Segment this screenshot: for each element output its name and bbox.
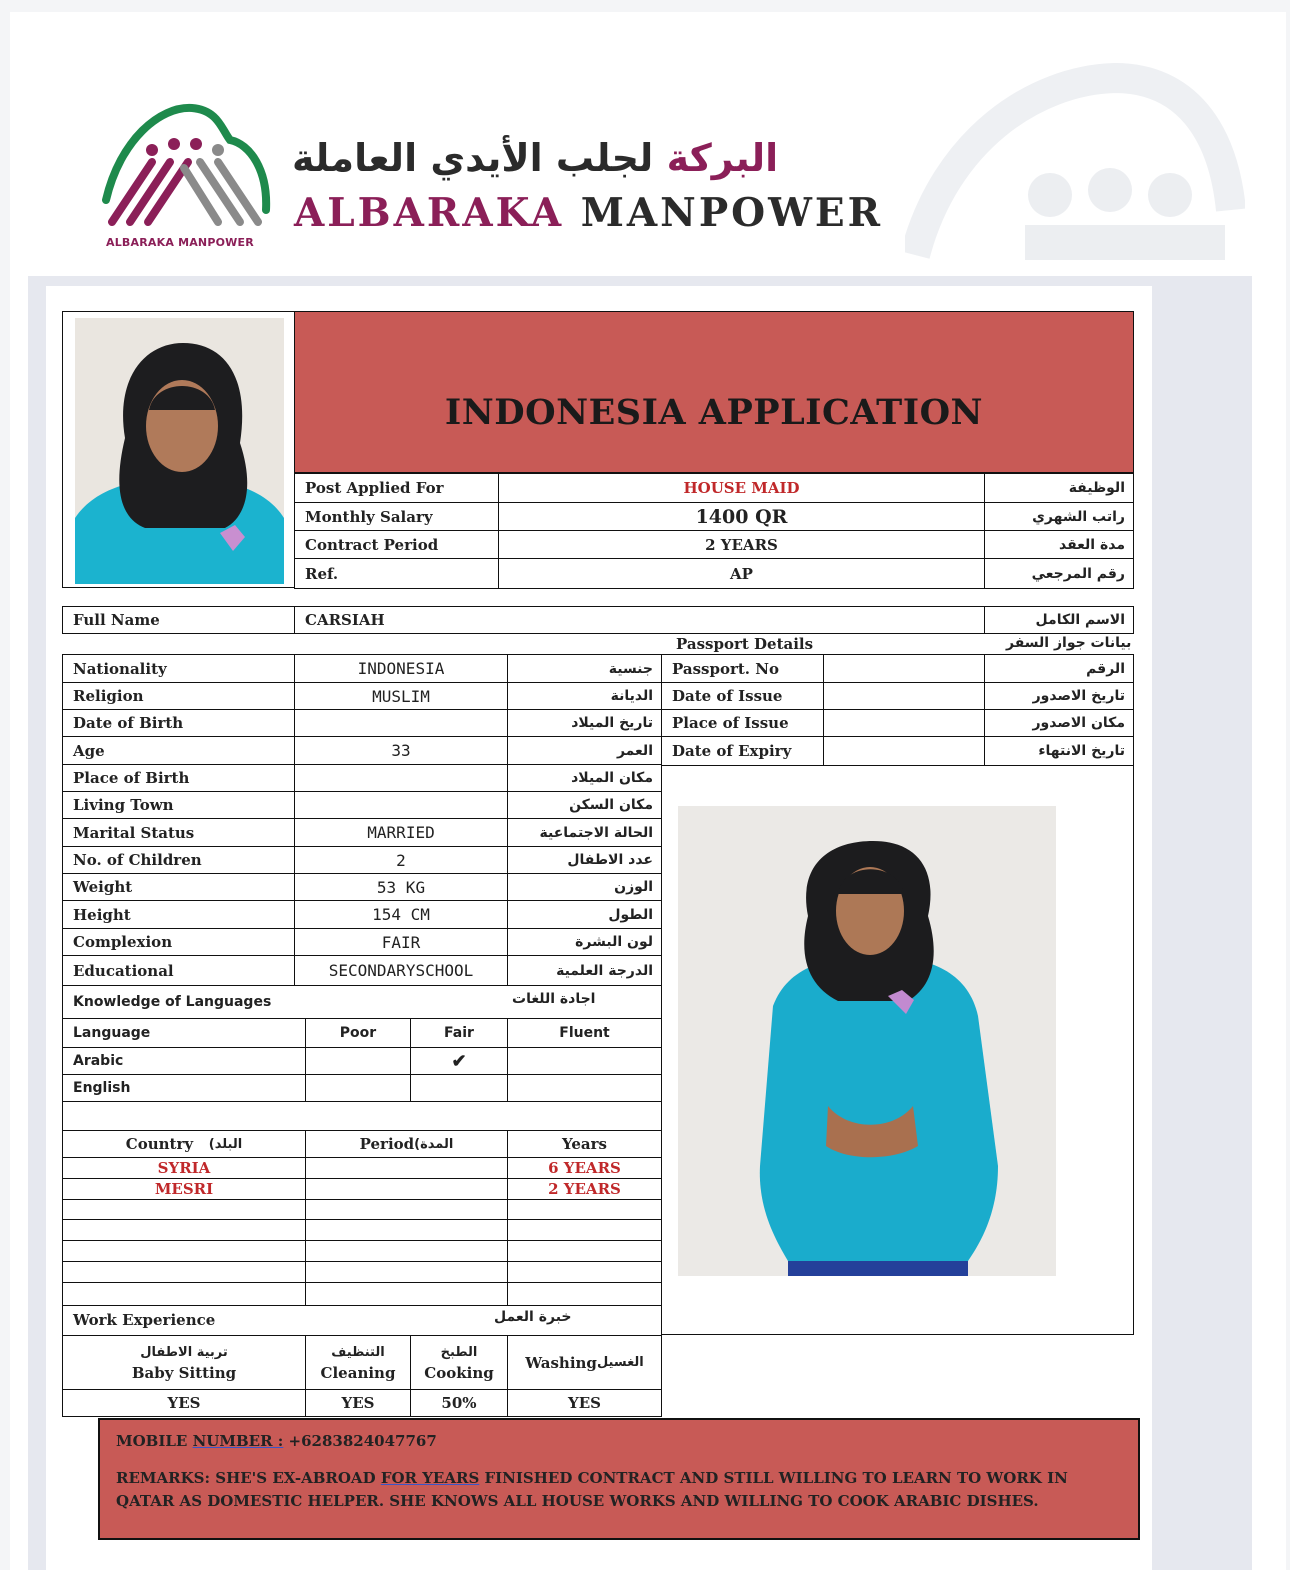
personal-value [294, 709, 508, 737]
skill-header [410, 1335, 508, 1390]
experience-years [507, 1219, 662, 1241]
passport-value [823, 654, 985, 683]
personal-arabic-label: الطول [507, 900, 662, 929]
country-arabic-label: (البلد [208, 1136, 243, 1152]
personal-value: 33 [294, 736, 508, 765]
language-column-header: Language [62, 1018, 306, 1048]
passport-label: Passport. No [661, 654, 824, 683]
candidate-full-body-photo [678, 806, 1056, 1276]
post-arabic-label: مدة العقد [984, 530, 1134, 559]
language-poor [305, 1047, 411, 1075]
mobile-number-line [116, 1430, 1122, 1453]
period-label: Period [359, 1135, 415, 1153]
personal-label: Living Town [62, 791, 295, 819]
language-fair: ✔ [410, 1047, 508, 1075]
experience-years [507, 1240, 662, 1262]
skill-header [305, 1335, 411, 1390]
passport-arabic-label: تاريخ الانتهاء [984, 736, 1134, 766]
remarks-box [98, 1418, 1140, 1540]
experience-country [62, 1282, 306, 1306]
form-title-banner [294, 311, 1134, 473]
language-name: Arabic [62, 1047, 306, 1075]
post-arabic-label: الوظيفة [984, 473, 1134, 503]
personal-value: MARRIED [294, 818, 508, 847]
post-arabic-label: راتب الشهري [984, 502, 1134, 531]
personal-label: Height [62, 900, 295, 929]
remarks-underlined: FOR YEARS [380, 1469, 480, 1487]
country-label: Country [125, 1135, 194, 1153]
form-title: INDONESIA APPLICATION [444, 391, 984, 433]
skill-value: YES [305, 1389, 411, 1417]
post-label: Contract Period [294, 530, 499, 559]
passport-label: Place of Issue [661, 709, 824, 737]
personal-arabic-label: لون البشرة [507, 928, 662, 956]
experience-years [507, 1261, 662, 1283]
experience-period [305, 1157, 508, 1179]
work-experience-heading: Work Experience [73, 1311, 216, 1329]
remarks-text [116, 1467, 1122, 1513]
personal-value [294, 764, 508, 792]
passport-details-arabic-heading: بيانات جواز السفر [1006, 635, 1132, 651]
experience-period [305, 1199, 508, 1220]
mobile-prefix: MOBILE [116, 1432, 193, 1450]
mobile-number: +6283824047767 [283, 1432, 437, 1450]
arabic-name-part2: لجلب الأيدي العاملة [292, 136, 654, 180]
personal-value: 154 CM [294, 900, 508, 929]
watermark-logo-icon [905, 60, 1245, 260]
experience-years [507, 1282, 662, 1306]
personal-value: SECONDARYSCHOOL [294, 955, 508, 986]
personal-label: Place of Birth [62, 764, 295, 792]
post-value: HOUSE MAID [498, 473, 985, 503]
experience-period [305, 1219, 508, 1241]
skill-header [507, 1335, 662, 1390]
language-column-header: Fluent [507, 1018, 662, 1048]
languages-heading: Knowledge of Languages [73, 994, 272, 1010]
personal-label: Educational [62, 955, 295, 986]
experience-period [305, 1261, 508, 1283]
personal-arabic-label: مكان السكن [507, 791, 662, 819]
personal-arabic-label: الديانة [507, 682, 662, 710]
period-arabic-label: (المدة [414, 1136, 454, 1152]
personal-value: INDONESIA [294, 654, 508, 683]
language-fair [410, 1074, 508, 1102]
passport-value [823, 709, 985, 737]
skill-english: Washing [525, 1353, 597, 1372]
personal-arabic-label: تاريخ الميلاد [507, 709, 662, 737]
personal-label: Age [62, 736, 295, 765]
personal-label: Marital Status [62, 818, 295, 847]
personal-value: MUSLIM [294, 682, 508, 710]
work-experience-arabic-heading: خبرة العمل [494, 1309, 572, 1325]
personal-label: Religion [62, 682, 295, 710]
passport-details-heading: Passport Details [676, 635, 814, 653]
skill-header [62, 1335, 306, 1390]
skill-value: YES [62, 1389, 306, 1417]
experience-country-header [62, 1130, 306, 1158]
skill-value: 50% [410, 1389, 508, 1417]
arabic-name-part1: البركة [666, 136, 779, 180]
blank-row [62, 1101, 662, 1131]
post-value: AP [498, 558, 985, 589]
brand-part1: ALBARAKA [294, 190, 565, 236]
post-label: Monthly Salary [294, 502, 499, 531]
post-value: 2 YEARS [498, 530, 985, 559]
skill-arabic: الطبخ [440, 1344, 478, 1360]
passport-arabic-label: الرقم [984, 654, 1134, 683]
experience-period [305, 1240, 508, 1262]
personal-arabic-label: الدرجة العلمية [507, 955, 662, 986]
experience-country: SYRIA [62, 1157, 306, 1179]
albaraka-logo-icon [100, 100, 272, 240]
experience-country [62, 1219, 306, 1241]
logo-caption: ALBARAKA MANPOWER [106, 236, 254, 249]
passport-label: Date of Expiry [661, 736, 824, 766]
experience-period-header [305, 1130, 508, 1158]
personal-label: Date of Birth [62, 709, 295, 737]
personal-arabic-label: الوزن [507, 873, 662, 901]
language-fluent [507, 1074, 662, 1102]
languages-arabic-heading: اجادة اللغات [512, 991, 596, 1007]
language-fluent [507, 1047, 662, 1075]
personal-label: Nationality [62, 654, 295, 683]
arabic-company-name [292, 136, 892, 180]
personal-arabic-label: جنسية [507, 654, 662, 683]
personal-label: Complexion [62, 928, 295, 956]
personal-label: No. of Children [62, 846, 295, 874]
work-experience-heading-row [62, 1304, 662, 1336]
skill-english: Cooking [424, 1363, 494, 1382]
experience-period [305, 1282, 508, 1306]
experience-country [62, 1261, 306, 1283]
skill-value: YES [507, 1389, 662, 1417]
passport-arabic-label: تاريخ الاصدور [984, 682, 1134, 710]
experience-years-header: Years [507, 1130, 662, 1158]
skill-english: Baby Sitting [131, 1363, 237, 1382]
full-name-arabic-label: الاسم الكامل [984, 606, 1134, 634]
passport-arabic-label: مكان الاصدور [984, 709, 1134, 737]
experience-years: 6 YEARS [507, 1157, 662, 1179]
experience-country: MESRI [62, 1178, 306, 1200]
personal-arabic-label: العمر [507, 736, 662, 765]
skill-arabic: التنظيف [331, 1344, 385, 1360]
experience-country [62, 1240, 306, 1262]
candidate-portrait-photo [75, 318, 284, 584]
personal-arabic-label: عدد الاطفال [507, 846, 662, 874]
personal-arabic-label: مكان الميلاد [507, 764, 662, 792]
personal-arabic-label: الحالة الاجتماعية [507, 818, 662, 847]
passport-value [823, 682, 985, 710]
skill-arabic: الغسيل [596, 1354, 644, 1370]
language-name: English [62, 1074, 306, 1102]
skill-arabic: تربية الاطفال [140, 1344, 228, 1360]
company-brand [294, 190, 883, 236]
post-value: 1400 QR [498, 502, 985, 531]
skill-english: Cleaning [320, 1363, 396, 1382]
full-name-value: CARSIAH [294, 606, 985, 634]
passport-value [823, 736, 985, 766]
mobile-label: NUMBER : [192, 1432, 284, 1450]
brand-part2: MANPOWER [580, 190, 884, 236]
personal-value [294, 791, 508, 819]
remarks-part1: REMARKS: SHE'S EX-ABROAD [116, 1469, 381, 1487]
personal-value: 2 [294, 846, 508, 874]
language-column-header: Poor [305, 1018, 411, 1048]
personal-value: 53 KG [294, 873, 508, 901]
experience-period [305, 1178, 508, 1200]
experience-years: 2 YEARS [507, 1178, 662, 1200]
language-poor [305, 1074, 411, 1102]
language-column-header: Fair [410, 1018, 508, 1048]
personal-value: FAIR [294, 928, 508, 956]
passport-label: Date of Issue [661, 682, 824, 710]
personal-label: Weight [62, 873, 295, 901]
full-name-label: Full Name [62, 606, 295, 634]
post-arabic-label: رقم المرجعي [984, 558, 1134, 589]
experience-country [62, 1199, 306, 1220]
post-label: Post Applied For [294, 473, 499, 503]
post-label: Ref. [294, 558, 499, 589]
experience-years [507, 1199, 662, 1220]
remarks-part2: FINISHED CONTRACT AND STILL WILLING TO LEARN TO WORK IN QATAR AS DOMESTIC HELPER. SHE KNOWS ALL HOUSE WORKS AND WILLING TO COOK ARABIC DISHES. [116, 1469, 1068, 1510]
